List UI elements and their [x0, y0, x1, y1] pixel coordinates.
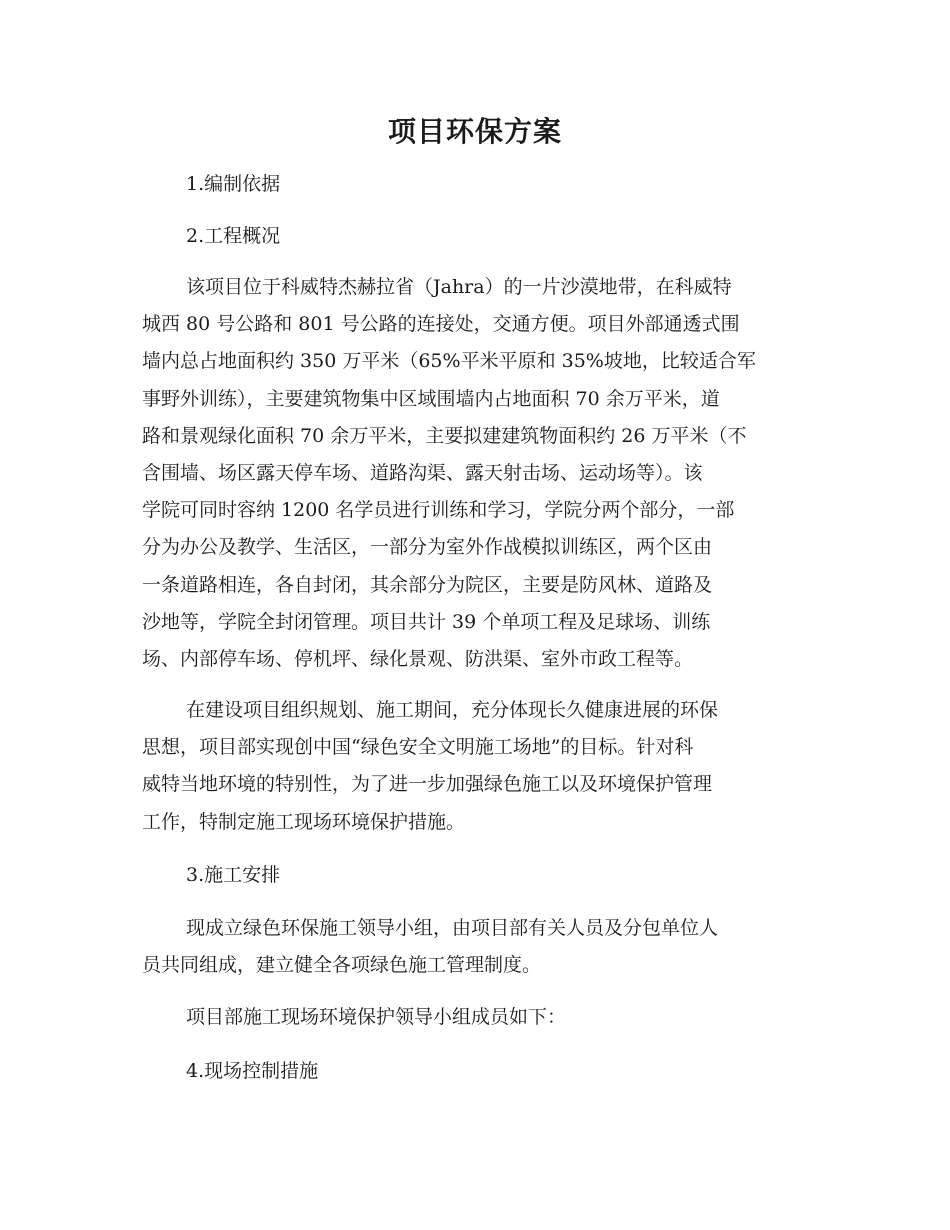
text-line: 该项目位于科威特杰赫拉省（Jahra）的一片沙漠地带，在科威特: [186, 276, 732, 298]
text-line: 场、内部停车场、停机坪、绿化景观、防洪渠、室外市政工程等。: [142, 648, 694, 671]
text-line: 思想，项目部实现创中国“绿色安全文明施工场地”的目标。针对科: [142, 736, 694, 759]
text-line: 现成立绿色环保施工领导小组，由项目部有关人员及分包单位人: [186, 917, 719, 939]
section-heading-overview: 2.工程概况: [186, 225, 281, 247]
paragraph-arrangement: [142, 910, 810, 984]
text-line: 分为办公及教学、生活区，一部分为室外作战模拟训练区，两个区由: [142, 536, 713, 559]
text-line: 工作，特制定施工现场环境保护措施。: [142, 810, 466, 833]
text-line: 项目部施工现场环境保护领导小组成员如下：: [186, 1006, 567, 1028]
section-heading-arrangement: 3.施工安排: [186, 864, 281, 886]
text-line: 员共同组成，建立健全各项绿色施工管理制度。: [142, 954, 542, 977]
text-line: 沙地等，学院全封闭管理。项目共计 39 个单项工程及足球场、训练: [142, 610, 711, 633]
text-line: 在建设项目组织规划、施工期间，充分体现长久健康进展的环保: [186, 699, 719, 721]
text-line: 墙内总占地面积约 350 万平米（65%平米平原和 35%坡地，比较适合军: [142, 350, 756, 373]
section-heading-basis: 1.编制依据: [186, 173, 281, 195]
paragraph-team-members: [142, 999, 810, 1036]
document-title: 项目环保方案: [387, 115, 562, 148]
paragraph-project-overview: [142, 269, 810, 678]
text-line: 事野外训练），主要建筑物集中区域围墙内占地面积 70 余万平米，道: [142, 387, 720, 410]
section-heading-control-measures: 4.现场控制措施: [186, 1060, 319, 1082]
text-line: 含围墙、场区露天停车场、道路沟渠、露天射击场、运动场等）。该: [142, 462, 703, 485]
text-line: 路和景观绿化面积 70 余万平米，主要拟建建筑物面积约 26 万平米（不: [142, 424, 747, 447]
text-line: 威特当地环境的特别性，为了进一步加强绿色施工以及环境保护管理: [142, 773, 713, 796]
text-line: 城西 80 号公路和 801 号公路的连接处，交通方便。项目外部通透式围: [142, 313, 740, 336]
paragraph-environmental-goal: [142, 692, 810, 841]
text-line: 一条道路相连，各自封闭，其余部分为院区，主要是防风林、道路及: [142, 573, 713, 596]
text-line: 学院可同时容纳 1200 名学员进行训练和学习，学院分两个部分，一部: [142, 499, 735, 522]
